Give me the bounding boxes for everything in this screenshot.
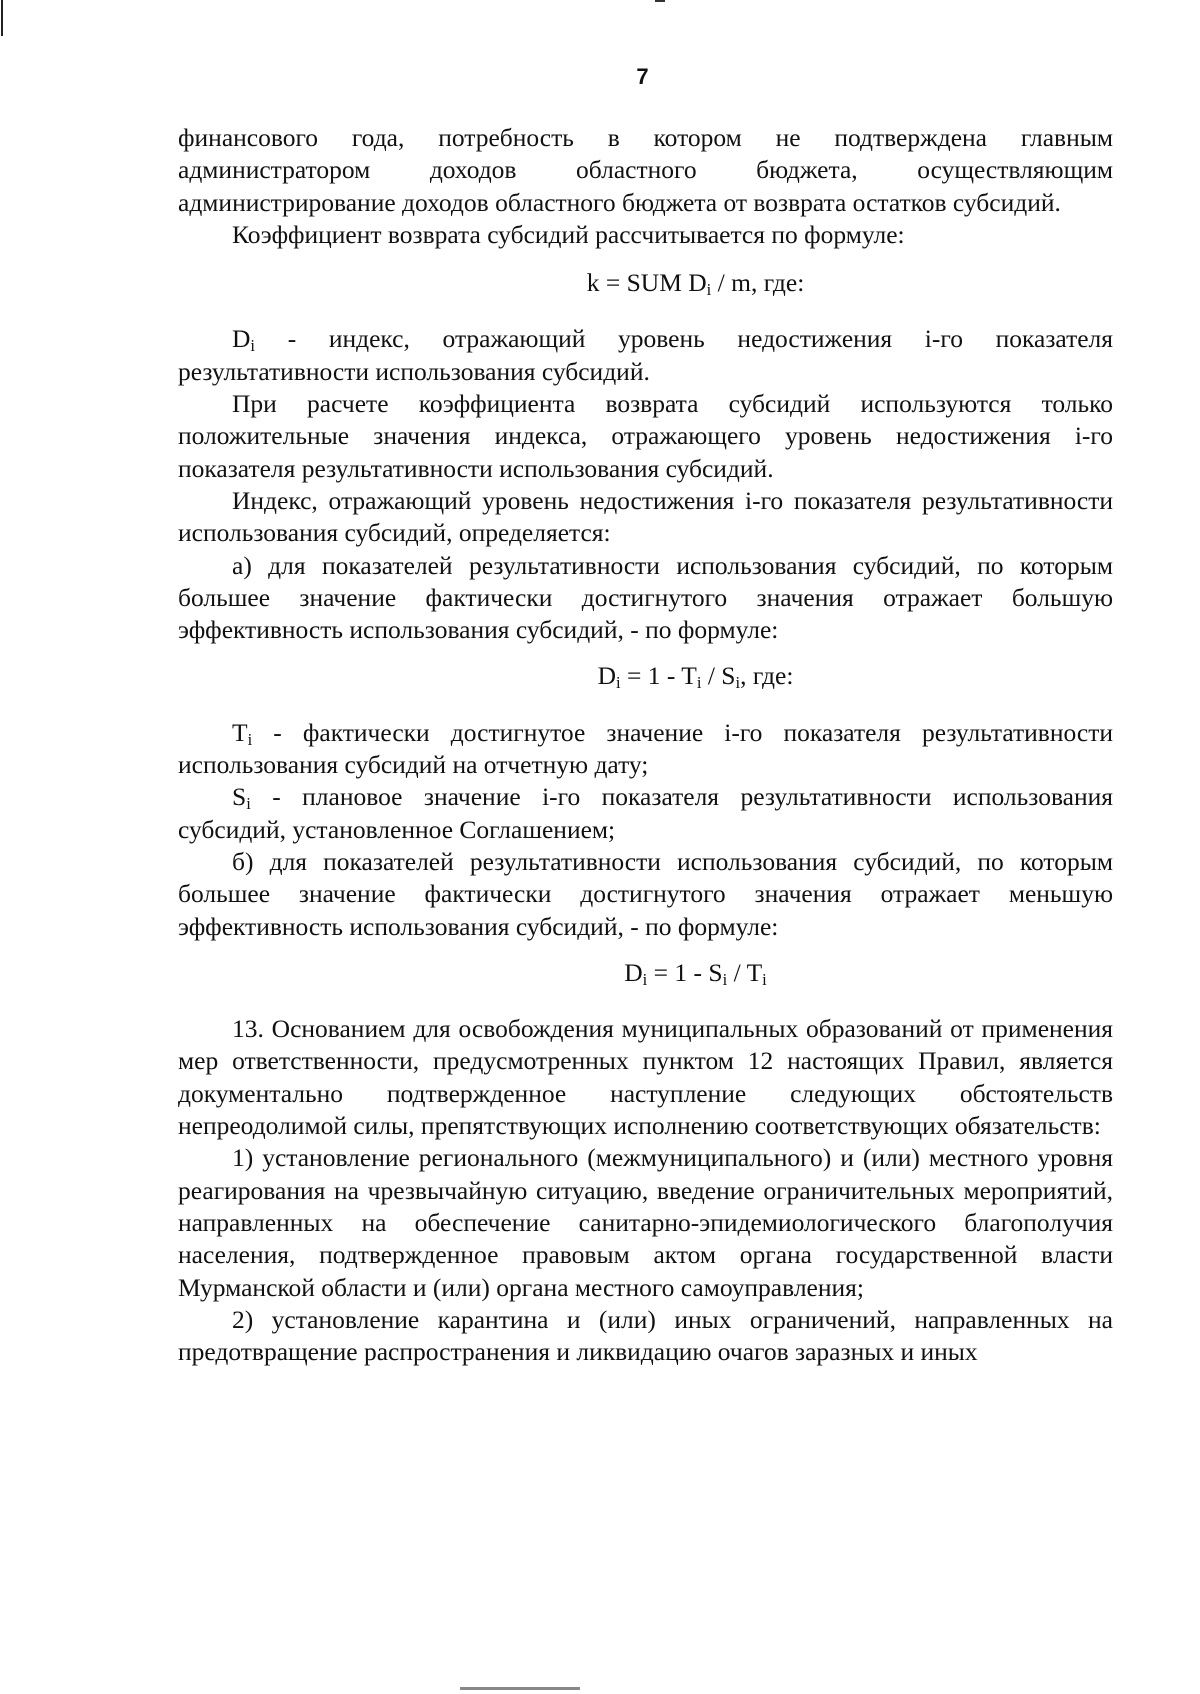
scan-edge-mark-top	[655, 0, 665, 2]
paragraph-di-definition: $D_i$ - индекс, отражающий уровень недостижения i-го показателя результативности использования субсидий.	[178, 324, 1113, 386]
paragraph-coefficient-intro: Коэффициент возврата субсидий рассчитывается по формуле:	[232, 219, 905, 249]
list-item-2: 2) установление карантина и (или) иных ограничений, направленных на предотвращение распространения и ликвидацию очагов заразных и иных	[178, 1304, 1113, 1367]
page-number: 7	[636, 64, 649, 89]
paragraph-section-13: 13. Основанием для освобождения муниципальных образований от применения мер ответственности, предусмотренных пунктом 12 настоящих Правил, является документально подтвержденное наступление следующих обстоятельств непреодолимой силы, препятствующих исполнению соответствующих обязательств:	[178, 1014, 1113, 1141]
document-body	[178, 122, 1113, 1368]
formula-di-case-b: $D_i = 1 - S_i / T_i$	[624, 957, 767, 989]
formula-return-coefficient: k = SUM $D_i$ / m, где:	[586, 268, 805, 300]
paragraph-index-determined: Индекс, отражающий уровень недостижения i-го показателя результативности использования субсидий, определяется:	[178, 485, 1113, 548]
paragraph-case-a: а) для показателей результативности использования субсидий, по которым большее значение фактически достигнутого значения отражает большую эффективность использования субсидий, - по формуле:	[178, 550, 1113, 645]
scan-edge-mark-left	[1, 0, 3, 36]
formula-k: k	[586, 268, 600, 298]
paragraph-ti-definition: $T_i$ - фактически достигнутое значение i-го показателя результативности использования субсидий на отчетную дату;	[178, 717, 1113, 780]
paragraph-si-definition: $S_i$ - плановое значение i-го показателя результативности использования субсидий, установленное Соглашением;	[178, 782, 1113, 844]
formula-sum: SUM	[626, 268, 682, 298]
formula-di-case-a: $D_i = 1 - T_i / S_i$, где:	[597, 661, 794, 693]
paragraph-positive-values: При расчете коэффициента возврата субсидий используются только положительные значения индекса, отражающего уровень недостижения i-го показателя результативности использования субсидий.	[178, 389, 1113, 483]
list-item-1: 1) установление регионального (межмуниципального) и (или) местного уровня реагирования на чрезвычайную ситуацию, введение ограничительных мероприятий, направленных на обеспечение санитарно-эпидемиологического благополучия населения, подтвержденное правовым актом органа государственной власти Мурманской области и (или) органа местного самоуправления;	[178, 1143, 1113, 1302]
paragraph-continuation: финансового года, потребность в котором не подтверждена главным администратором доходов областного бюджета, осуществляющим администрирование доходов областного бюджета от возврата остатков субсидий.	[178, 123, 1113, 217]
paragraph-case-b: б) для показателей результативности использования субсидий, по которым большее значение фактически достигнутого значения отражает меньшую эффективность использования субсидий, - по формуле:	[178, 846, 1113, 941]
scan-edge-mark-bottom	[460, 1687, 580, 1690]
